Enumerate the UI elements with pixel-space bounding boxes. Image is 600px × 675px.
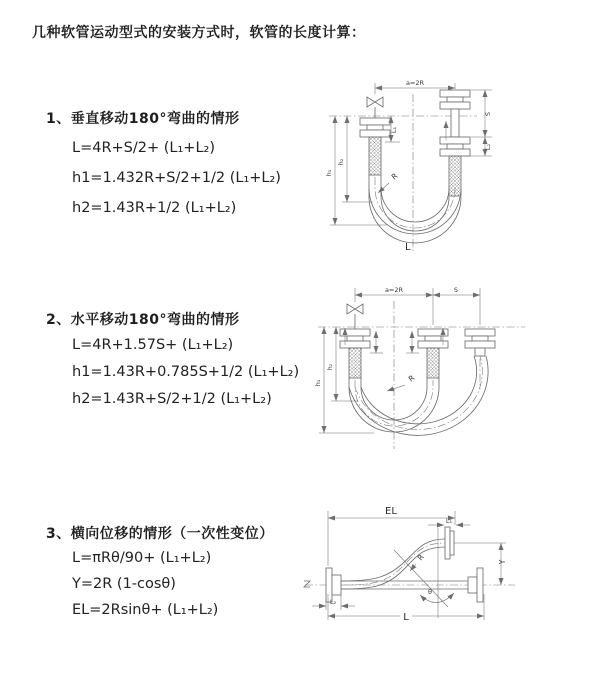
- label-radius: R: [406, 373, 417, 384]
- label-h1: h₁: [314, 379, 322, 387]
- top-flange-fitting: [445, 527, 454, 559]
- label-radius: R: [389, 171, 400, 182]
- section-1-formula-h1: h1=1.432R+S/2+1/2 (L₁+L₂): [72, 170, 281, 186]
- section-3-formula-L: L=πRθ/90+ (L₁+L₂): [72, 550, 212, 566]
- label-radius: R: [415, 552, 426, 563]
- label-h2: h₂: [326, 363, 334, 371]
- dimension-s: [471, 90, 492, 137]
- label-length: L: [405, 242, 411, 253]
- section-2-formula-L: L=4R+1.57S+ (L₁+L₂): [72, 337, 234, 353]
- label-l2: L₂: [484, 143, 492, 151]
- fitting-dimensions: [370, 331, 419, 353]
- section-2-heading: 2、水平移动180°弯曲的情形: [46, 312, 240, 328]
- section-1-heading: 1、垂直移动180°弯曲的情形: [46, 111, 240, 127]
- left-flange-fitting: [340, 329, 370, 378]
- section-3-heading: 3、横向位移的情形（一次性变位）: [46, 526, 274, 542]
- valve-icon: [347, 304, 363, 329]
- label-s: S: [453, 286, 459, 294]
- label-theta: θ: [428, 588, 432, 596]
- right-flange-fitting: [468, 568, 483, 602]
- valve-icon: [367, 97, 383, 118]
- section-1-formula-L: L=4R+S/2+ (L₁+L₂): [72, 140, 215, 156]
- left-flange-fitting: [360, 118, 390, 175]
- section-2-formula-h2: h2=1.43R+S/2+1/2 (L₁+L₂): [72, 391, 272, 407]
- hose-curves: [369, 175, 461, 243]
- dimension-s: [433, 286, 480, 295]
- label-l1: L₁: [390, 126, 398, 134]
- hose-curves: [349, 356, 488, 435]
- dimension-l: [328, 594, 484, 623]
- middle-flange-fitting: [418, 329, 448, 378]
- label-el: EL: [385, 506, 397, 517]
- label-h2: h₂: [337, 158, 345, 166]
- label-l: L: [403, 612, 409, 623]
- diagram-vertical-180-bend: [315, 76, 595, 261]
- label-a2r: a=2R: [405, 79, 425, 87]
- right-flange-fitting: [440, 90, 470, 196]
- label-s: S: [484, 111, 492, 117]
- right-flange-fitting: [465, 329, 495, 356]
- break-mark: [304, 581, 310, 587]
- dimension-l2: [312, 595, 355, 610]
- curved-hose: [341, 539, 445, 589]
- diagram-horizontal-180-bend: [310, 281, 600, 466]
- radius-callout: [410, 553, 426, 571]
- label-l2: L₂: [329, 598, 337, 606]
- section-3-formula-Y: Y=2R (1-cosθ): [72, 576, 176, 592]
- label-l1: L₁: [445, 517, 453, 525]
- section-3-formula-EL: EL=2Rsinθ+ (L₁+L₂): [72, 602, 219, 618]
- label-a2r: a=2R: [384, 286, 404, 294]
- label-h1: h₁: [325, 169, 333, 177]
- section-1-formula-h2: h2=1.43R+1/2 (L₁+L₂): [72, 200, 237, 216]
- page-title: 几种软管运动型式的安装方式时，软管的长度计算：: [32, 25, 366, 41]
- diagram-lateral-displacement: [300, 498, 600, 643]
- dimension-a2r: [355, 286, 480, 325]
- dimension-el: [328, 506, 455, 566]
- section-2-formula-h1: h1=1.43R+0.785S+1/2 (L₁+L₂): [72, 364, 300, 380]
- label-y: Y: [498, 559, 507, 565]
- radius-callout: [387, 373, 416, 391]
